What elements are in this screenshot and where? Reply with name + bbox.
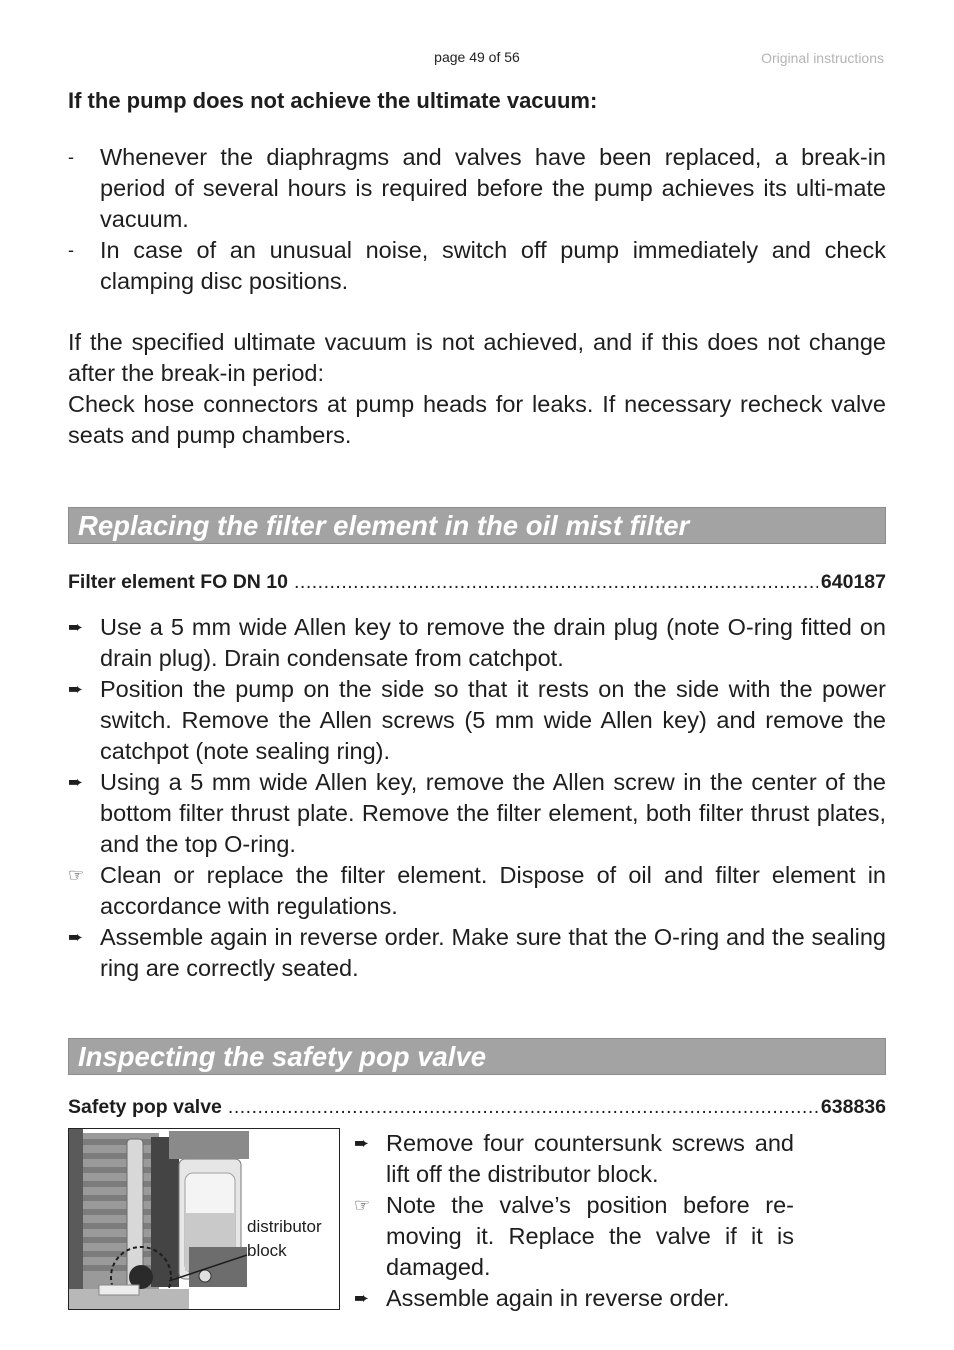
filter-part-name: Filter element FO DN 10 bbox=[68, 571, 288, 593]
document-label: Original instructions bbox=[761, 50, 884, 66]
list-item bbox=[354, 1283, 794, 1314]
arrow-right-icon: ➨ bbox=[68, 772, 84, 792]
step-text: Using a 5 mm wide Allen key, remove the Allen screw in the center of the bottom filter thrust plate. Remove the filter element, both filter thrust plates, and the top O-ring. bbox=[100, 769, 886, 857]
step-text: Clean or replace the filter element. Dispose of oil and filter element in accordance with regulations. bbox=[100, 862, 886, 919]
list-item bbox=[68, 860, 886, 922]
page-number: page 49 of 56 bbox=[434, 49, 520, 65]
arrow-right-icon: ➨ bbox=[68, 617, 84, 637]
dash-marker: - bbox=[68, 147, 74, 167]
filter-steps bbox=[68, 612, 886, 984]
step-text: Assemble again in reverse order. bbox=[386, 1285, 730, 1311]
leader-dots bbox=[294, 570, 818, 594]
pointing-hand-icon: ☞ bbox=[68, 865, 85, 885]
vacuum-list bbox=[68, 142, 886, 297]
list-item bbox=[68, 235, 886, 297]
step-text: Use a 5 mm wide Allen key to remove the drain plug (note O-ring fitted on drain plug). Drain condensate from catchpot. bbox=[100, 614, 886, 671]
valve-part-name: Safety pop valve bbox=[68, 1096, 222, 1118]
list-item bbox=[68, 922, 886, 984]
list-item bbox=[68, 612, 886, 674]
arrow-right-icon: ➨ bbox=[68, 927, 84, 947]
valve-steps bbox=[354, 1128, 794, 1314]
vacuum-paragraph-1: If the specified ultimate vacuum is not achieved, and if this does not change after the break-in period: bbox=[68, 329, 886, 386]
filter-part-line bbox=[68, 570, 886, 594]
arrow-right-icon: ➨ bbox=[354, 1288, 370, 1308]
list-item-text: Whenever the diaphragms and valves have been replaced, a break-in period of several hours is required before the pump achieves its ulti-mate vacuum. bbox=[100, 144, 886, 232]
step-text: Remove four countersunk screws and lift off the distributor block. bbox=[386, 1130, 794, 1187]
filter-section-bar bbox=[68, 507, 886, 544]
photo-caption bbox=[247, 1215, 322, 1263]
leader-dots bbox=[228, 1095, 818, 1119]
valve-content bbox=[68, 1128, 886, 1314]
valve-part-line bbox=[68, 1095, 886, 1119]
list-item bbox=[354, 1190, 794, 1283]
list-item-text: In case of an unusual noise, switch off pump immediately and check clamping disc positions. bbox=[100, 237, 886, 294]
caption-line: block bbox=[247, 1241, 287, 1260]
step-text: Assemble again in reverse order. Make sure that the O-ring and the sealing ring are correctly seated. bbox=[100, 924, 886, 981]
valve-section-bar bbox=[68, 1038, 886, 1075]
list-item bbox=[68, 142, 886, 235]
list-item bbox=[68, 674, 886, 767]
step-text: Note the valve’s position before re-moving it. Replace the valve if it is damaged. bbox=[386, 1192, 794, 1280]
filter-part-number: 640187 bbox=[820, 571, 886, 593]
pump-photo bbox=[68, 1128, 340, 1310]
list-item bbox=[354, 1128, 794, 1190]
dash-marker: - bbox=[68, 240, 74, 260]
vacuum-heading: If the pump does not achieve the ultimate vacuum: bbox=[68, 88, 598, 113]
valve-part-number: 638836 bbox=[820, 1096, 886, 1118]
caption-line: distributor bbox=[247, 1217, 322, 1236]
page-content bbox=[68, 88, 886, 1314]
list-item bbox=[68, 767, 886, 860]
step-text: Position the pump on the side so that it rests on the side with the power switch. Remove the Allen screws (5 mm wide Allen key) and remove the catchpot (note sealing ring). bbox=[100, 676, 886, 764]
filter-section-title: Replacing the filter element in the oil mist filter bbox=[78, 510, 690, 541]
arrow-right-icon: ➨ bbox=[68, 679, 84, 699]
arrow-right-icon: ➨ bbox=[354, 1133, 370, 1153]
valve-section-title: Inspecting the safety pop valve bbox=[78, 1041, 487, 1072]
vacuum-paragraph-2: Check hose connectors at pump heads for leaks. If necessary recheck valve seats and pump chambers. bbox=[68, 391, 886, 448]
pointing-hand-icon: ☞ bbox=[354, 1195, 371, 1215]
